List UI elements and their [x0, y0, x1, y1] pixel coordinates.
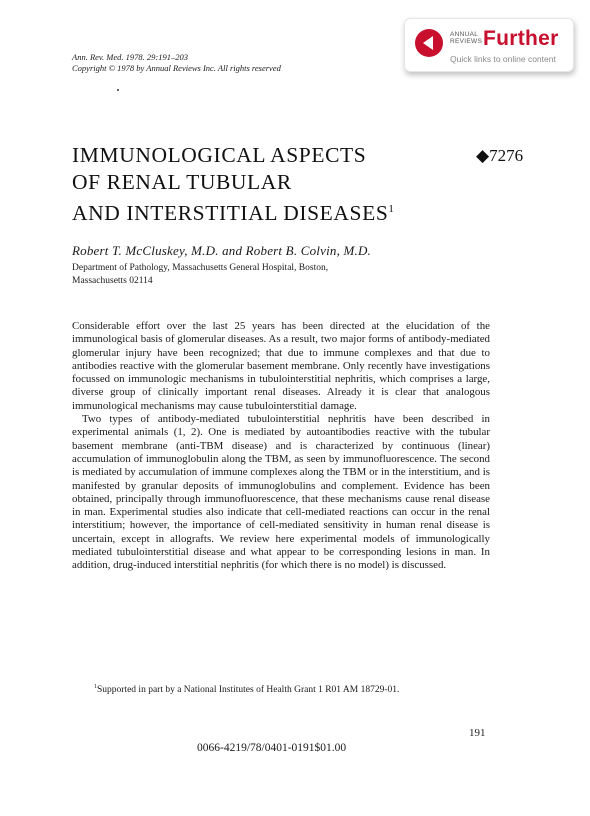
price-code: 0066-4219/78/0401-0191$01.00 — [197, 742, 347, 754]
article-code: ◆7276 — [476, 146, 524, 165]
footnote-text: Supported in part by a National Institutes of Health Grant 1 R01 AM 18729-01. — [97, 685, 400, 695]
footnote-mark: 1 — [94, 684, 97, 690]
title-line-3: AND INTERSTITIAL DISEASES$^1$ — [72, 201, 395, 225]
title-line-1: IMMUNOLOGICAL ASPECTS — [72, 143, 367, 167]
footnote — [94, 684, 399, 695]
banner-title: Further — [483, 27, 559, 50]
article-title — [72, 142, 395, 227]
annual-reviews-further-banner[interactable] — [404, 18, 574, 72]
page-number: 191 — [469, 727, 486, 739]
banner-subtitle: Quick links to online content — [450, 54, 556, 64]
copyright-line: Copyright © 1978 by Annual Reviews Inc. All rights reserved — [72, 63, 281, 73]
paragraph-1: Considerable effort over the last 25 years has been directed at the elucidation of the immunological basis of glomerular diseases. As a result, two major forms of antibody-mediated glomerular injury have been recognized; that due to immune complexes and that due to antibodies reactive with the glomerular basement membrane. Only recently have investigations focussed on immunologic mechanisms in tubulointerstitial nephritis, which comprises a large, diverse group of clinically important renal diseases. Already it is clear that analogous immunological mechanisms may cause tubulointerstitial damage. — [72, 320, 490, 412]
authors: Robert T. McCluskey, M.D. and Robert B. Colvin, M.D. — [72, 243, 372, 258]
affiliation — [72, 262, 432, 288]
article-body — [72, 320, 490, 573]
affiliation-line-2: Massachusetts 02114 — [72, 276, 153, 286]
banner-brand: ANNUAL REVIEWS — [450, 31, 483, 45]
paragraph-2: Two types of antibody-mediated tubulointerstitial nephritis have been described in experimental animals (1, 2). One is mediated by autoantibodies reactive with the tubular basement membrane (anti-TBM disease) and is characterized by continuous (linear) accumulation of immunoglobulin along the TBM, as seen by immunofluorescence. The second is mediated by accumulation of immune complexes along the TBM or in the interstitium, and is manifested by granular deposits of immunoglobulins and complement. Evidence has been obtained, principally through immunofluorescence, that these mechanisms cause renal disease in man. Experimental studies also indicate that cell-mediated reactions can occur in the renal interstitium; however, the importance of cell-mediated sensitivity in human renal disease is uncertain, except in allografts. We review here experimental models of immunologically mediated tubulointerstitial disease and what appear to be corresponding lesions in man. In addition, drug-induced interstitial nephritis (for which there is no model) is discussed. — [72, 413, 490, 572]
affiliation-line-1: Department of Pathology, Massachusetts General Hospital, Boston, — [72, 263, 329, 273]
title-line-2: OF RENAL TUBULAR — [72, 170, 292, 194]
back-arrow-icon — [415, 29, 443, 57]
journal-citation — [72, 52, 281, 74]
citation-line: Ann. Rev. Med. 1978. 29:191–203 — [72, 52, 188, 62]
stray-mark — [117, 89, 119, 91]
footnote-mark: 1 — [388, 203, 395, 215]
